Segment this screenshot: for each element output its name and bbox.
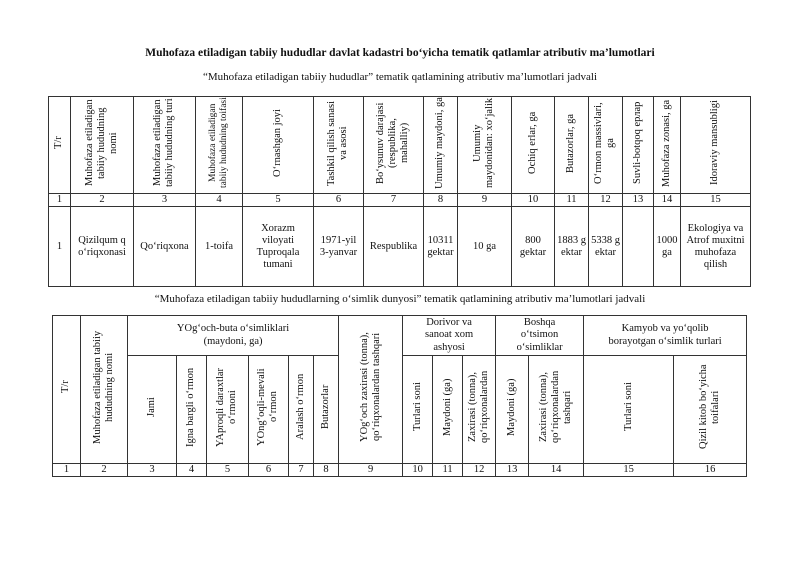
t1-number-cell: 12 (589, 194, 623, 207)
t2-sub-cell: Igna bargli o‘rmon (177, 356, 207, 464)
t2-sub-cell: Zaxirasi (tonna), qo‘riqxonalardan tashqari (529, 356, 584, 464)
t2-number-cell: 8 (314, 464, 339, 477)
t1-number-cell: 5 (243, 194, 314, 207)
t1-number-cell: 10 (512, 194, 555, 207)
t1-number-cell: 6 (314, 194, 364, 207)
t2-number-cell: 14 (529, 464, 584, 477)
t1-header-cell: Muhofaza etiladigan tabiiy hududning toifasi (196, 97, 243, 194)
t2-number-cell: 5 (207, 464, 249, 477)
table1-number-row (49, 194, 751, 207)
t2-sub-cell: Zaxirasi (tonna), qo‘riqxonalardan (463, 356, 496, 464)
protected-areas-table (48, 96, 751, 287)
t1-data-cell: Xorazm viloyati Tuproqala tumani (243, 207, 314, 287)
t1-header-cell: Ochiq erlar, ga (512, 97, 555, 194)
t1-header-cell: O‘rmon massivlari, ga (589, 97, 623, 194)
t2-number-cell: 13 (496, 464, 529, 477)
t1-data-cell: 10311 gektar (424, 207, 458, 287)
t2-number-cell: 3 (128, 464, 177, 477)
t1-number-cell: 3 (134, 194, 196, 207)
t1-data-cell: 1-toifa (196, 207, 243, 287)
t1-header-cell: Idoraviy mansubligi (681, 97, 751, 194)
t2-sub-cell: Jami (128, 356, 177, 464)
t2-group-other: Boshqa o‘tsimon o‘simliklar (496, 316, 584, 356)
table1-data-row (49, 207, 751, 287)
t1-number-cell: 14 (654, 194, 681, 207)
t2-number-cell: 7 (289, 464, 314, 477)
t2-sub-cell: Maydoni (ga) (496, 356, 529, 464)
t2-number-cell: 16 (674, 464, 747, 477)
t1-number-cell: 2 (71, 194, 134, 207)
t2-number-cell: 4 (177, 464, 207, 477)
t1-number-cell: 13 (623, 194, 654, 207)
table1-header-row (49, 97, 751, 194)
t1-data-cell (623, 207, 654, 287)
t1-header-cell: Umumiy maydonidan: xo‘jalik (458, 97, 512, 194)
t1-header-cell: Muhofaza zonasi, ga (654, 97, 681, 194)
t2-sub-cell: Butazorlar (314, 356, 339, 464)
t2-number-cell: 15 (584, 464, 674, 477)
t1-data-cell: Respublika (364, 207, 424, 287)
t2-number-cell: 9 (339, 464, 403, 477)
t1-header-cell: Tashkil qilish sanasi va asosi (314, 97, 364, 194)
t1-header-cell: Bo‘ysunuv darajasi (respublika, mahalliy) (364, 97, 424, 194)
t2-number-cell: 6 (249, 464, 289, 477)
table2-header-row-1 (53, 316, 747, 356)
t2-number-cell: 12 (463, 464, 496, 477)
t1-number-cell: 9 (458, 194, 512, 207)
t2-group-woody: YOg‘och-buta o‘simliklari (maydoni, ga) (128, 316, 339, 356)
t2-number-cell: 1 (53, 464, 81, 477)
t1-number-cell: 4 (196, 194, 243, 207)
t2-sub-cell: YAproqli daraxtlar o‘rmoni (207, 356, 249, 464)
t1-data-cell: Ekologiya va Atrof muxitni muhofaza qilish (681, 207, 751, 287)
flora-table (52, 315, 747, 477)
t2-header-cell: Muhofaza etiladigan tabiiy hududning nomi (81, 316, 128, 464)
t2-number-cell: 2 (81, 464, 128, 477)
t2-header-cell: T/r (53, 316, 81, 464)
t2-group-medicinal: Dorivor va sanoat xom ashyosi (403, 316, 496, 356)
t1-number-cell: 15 (681, 194, 751, 207)
t1-data-cell: 1971-yil 3-yanvar (314, 207, 364, 287)
table2-caption: “Muhofaza etiladigan tabiiy hududlarning o‘simlik dunyosi” tematik qatlamining atributiv ma’lumotlari jadvali (154, 293, 646, 305)
t1-header-cell: Butazorlar, ga (555, 97, 589, 194)
t1-header-cell: T/r (49, 97, 71, 194)
t1-number-cell: 1 (49, 194, 71, 207)
t1-data-cell: 1883 gektar (555, 207, 589, 287)
t1-header-cell: Muhofaza etiladigan tabiiy hududning turi (134, 97, 196, 194)
t2-sub-cell: Turlari soni (584, 356, 674, 464)
table2-number-row (53, 464, 747, 477)
t1-data-cell: 5338 gektar (589, 207, 623, 287)
t1-data-cell: Qo‘riqxona (134, 207, 196, 287)
t1-header-cell: Muhofaza etiladigan tabiiy hududning nomi (71, 97, 134, 194)
t2-number-cell: 10 (403, 464, 433, 477)
t2-number-cell: 11 (433, 464, 463, 477)
t2-sub-cell: Aralash o‘rmon (289, 356, 314, 464)
t1-header-cell: O‘rnashgan joyi (243, 97, 314, 194)
t1-data-cell: 1000 ga (654, 207, 681, 287)
table1-caption: “Muhofaza etiladigan tabiiy hududlar” tematik qatlamining atributiv ma’lumotlari jadvali (202, 71, 598, 83)
t2-sub-cell: Maydoni (ga) (433, 356, 463, 464)
t2-header-cell: YOg‘och zaxirasi (tonna), qo‘riqxonalardan tashqari (339, 316, 403, 464)
t2-group-rare: Kamyob va yo‘qolib borayotgan o‘simlik turlari (584, 316, 747, 356)
t2-sub-cell: YOng‘oqli-mevali o‘rmon (249, 356, 289, 464)
t2-sub-cell: Turlari soni (403, 356, 433, 464)
document-title: Muhofaza etiladigan tabiiy hududlar davlat kadastri bo‘yicha tematik qatlamlar atributiv ma’lumotlari (145, 47, 655, 59)
t1-data-cell: 10 ga (458, 207, 512, 287)
t1-number-cell: 7 (364, 194, 424, 207)
t1-number-cell: 8 (424, 194, 458, 207)
t1-data-cell: 800 gektar (512, 207, 555, 287)
t1-data-cell: Qizilqum qo‘riqxonasi (71, 207, 134, 287)
t1-header-cell: Umumiy maydoni, ga (424, 97, 458, 194)
t1-number-cell: 11 (555, 194, 589, 207)
t1-data-cell: 1 (49, 207, 71, 287)
t2-sub-cell: Qizil kitob bo‘yicha toifalari (674, 356, 747, 464)
t1-header-cell: Suvli-botqoq ерлар (623, 97, 654, 194)
